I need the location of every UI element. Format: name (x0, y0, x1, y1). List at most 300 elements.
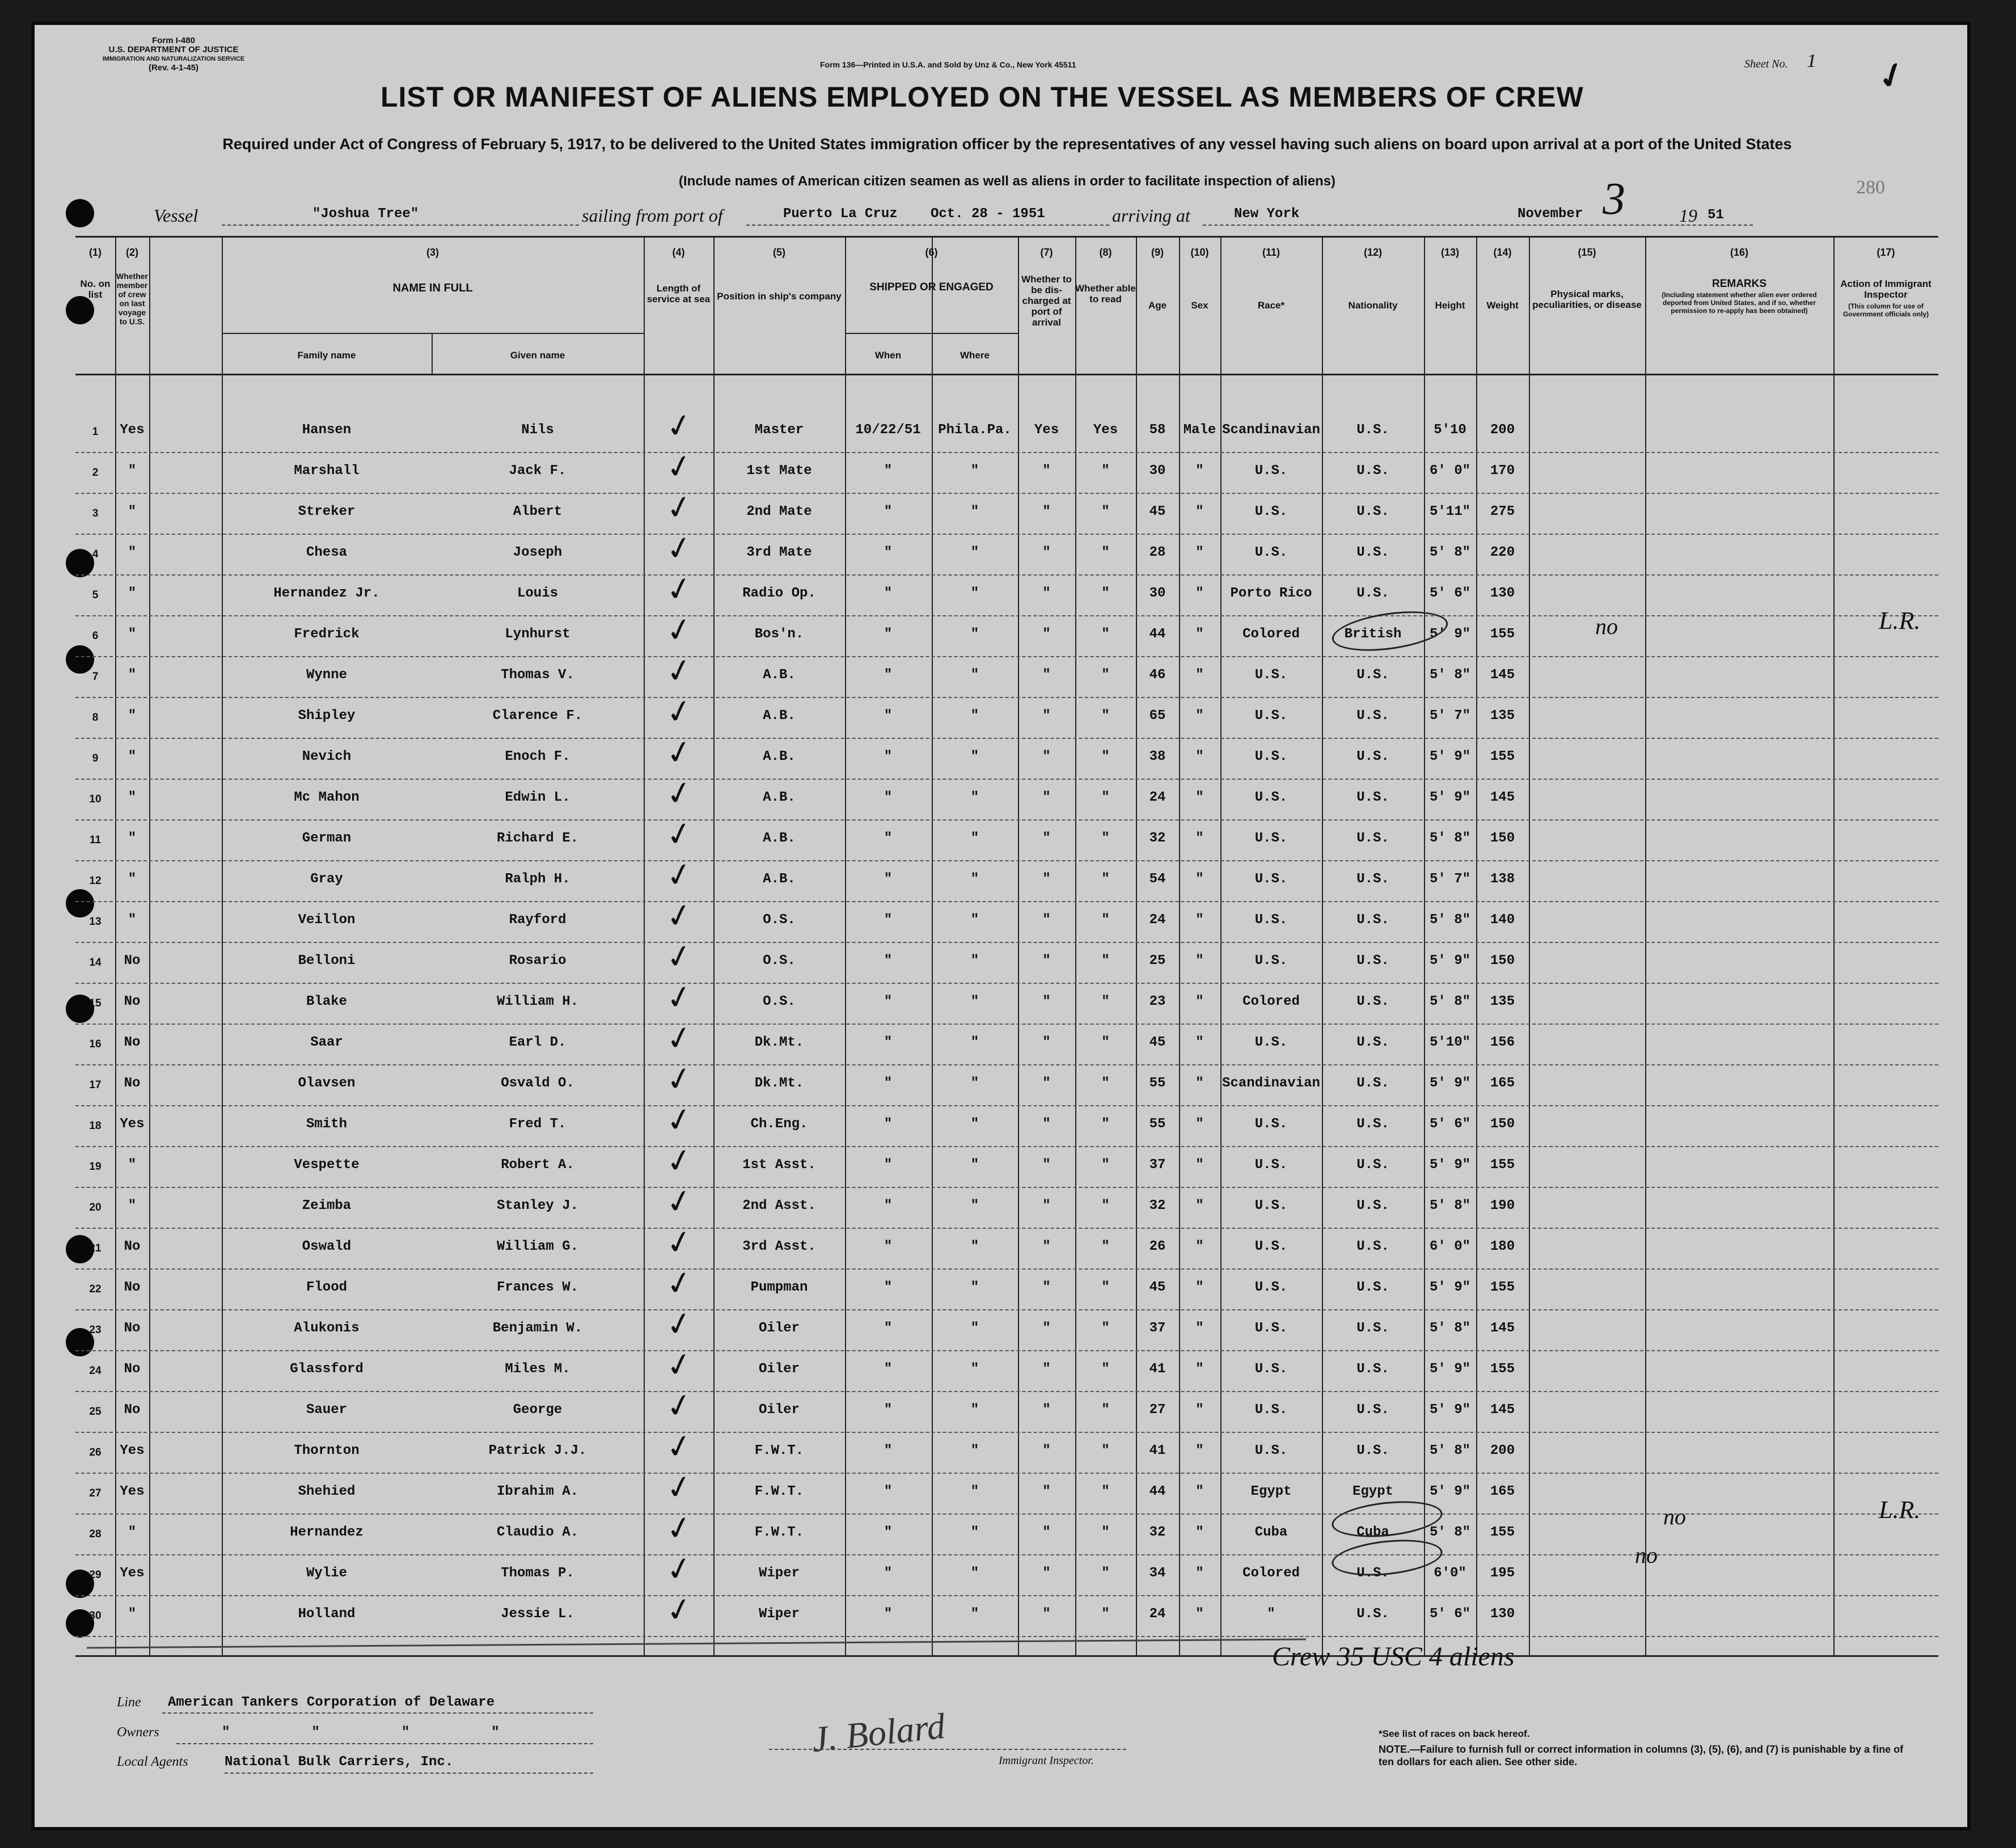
family-name-cell: Sauer (306, 1402, 347, 1418)
able-to-read-cell: " (1101, 1157, 1110, 1173)
able-to-read-cell: " (1101, 667, 1110, 683)
weight-cell: 200 (1490, 1443, 1515, 1458)
shipped-where-cell: " (970, 627, 979, 642)
given-name-cell: Fred T. (509, 1117, 567, 1132)
row-27-remark: no (1663, 1504, 1686, 1529)
discharged-cell: " (1042, 1035, 1051, 1050)
able-to-read-cell: " (1101, 1198, 1110, 1213)
weight-cell: 140 (1490, 912, 1515, 928)
sex-cell: Male (1183, 422, 1216, 438)
able-to-read-cell: " (1101, 627, 1110, 642)
row-28-remark: no (1635, 1542, 1658, 1568)
nationality-cell: U.S. (1356, 872, 1389, 887)
table-row (75, 1017, 1938, 1065)
race-cell: Porto Rico (1230, 586, 1312, 601)
service-checkmark-icon: ✓ (662, 1548, 696, 1591)
age-cell: 44 (1149, 627, 1166, 642)
last-voyage-cell: No (124, 1076, 141, 1091)
form-subtitle: Required under Act of Congress of February 5, 1917, to be delivered to the United States immigration officer by the representatives of any vessel having such aliens on board upon arrival at a port of the United States (222, 136, 1792, 153)
height-cell: 5' 6" (1429, 586, 1470, 601)
able-to-read-cell: " (1101, 872, 1110, 887)
col-num-16: (16) (1730, 247, 1748, 258)
height-cell: 5' 7" (1429, 872, 1470, 887)
departure-port: Puerto La Cruz (783, 206, 898, 222)
able-to-read-cell: " (1101, 1525, 1110, 1540)
table-row (75, 446, 1938, 494)
shipped-where-cell: " (970, 1117, 979, 1132)
age-cell: 54 (1149, 872, 1166, 887)
form-number: Form I-480 (152, 36, 195, 45)
shipped-where-cell: " (970, 1484, 979, 1499)
shipped-where-cell: " (970, 1035, 979, 1050)
row-number-cell: 7 (92, 671, 99, 683)
height-cell: 5' 9" (1429, 1402, 1470, 1418)
discharged-cell: " (1042, 586, 1051, 601)
given-name-cell: Osvald O. (501, 1076, 574, 1091)
weight-cell: 190 (1490, 1198, 1515, 1213)
discharged-cell: " (1042, 1484, 1051, 1499)
sheet-label: Sheet No. (1744, 58, 1788, 70)
last-voyage-cell: Yes (120, 1117, 145, 1132)
position-cell: Bos'n. (754, 627, 804, 642)
able-to-read-cell: " (1101, 1280, 1110, 1295)
race-cell: Egypt (1250, 1484, 1292, 1499)
header-position: Position in ship's company (717, 291, 842, 302)
sex-cell: " (1195, 1035, 1204, 1050)
position-cell: Pumpman (750, 1280, 808, 1295)
col-num-6: (6) (925, 247, 938, 258)
family-name-cell: Shipley (298, 708, 356, 724)
sex-cell: " (1195, 831, 1204, 846)
nationality-cell: U.S. (1356, 586, 1389, 601)
family-name-cell: Blake (306, 994, 347, 1009)
shipped-when-cell: " (884, 708, 893, 724)
last-voyage-cell: No (124, 994, 141, 1009)
weight-cell: 145 (1490, 667, 1515, 683)
height-cell: 5' 7" (1429, 708, 1470, 724)
row-number-cell: 11 (89, 834, 102, 846)
last-voyage-cell: Yes (120, 1443, 145, 1458)
sex-cell: " (1195, 749, 1204, 764)
owners-label: Owners (117, 1725, 159, 1740)
header-last-voyage: Whether member of crew on last voyage to U.S. (116, 272, 148, 326)
service-checkmark-icon: ✓ (662, 1466, 696, 1509)
sex-cell: " (1195, 1443, 1204, 1458)
shipped-when-cell: " (884, 1566, 893, 1581)
row-number-cell: 19 (89, 1161, 102, 1173)
age-cell: 26 (1149, 1239, 1166, 1254)
header-sex: Sex (1191, 300, 1208, 311)
given-name-cell: Ibrahim A. (496, 1484, 579, 1499)
last-voyage-cell: " (128, 872, 137, 887)
position-cell: Oiler (758, 1361, 800, 1377)
service-checkmark-icon: ✓ (662, 731, 696, 774)
discharged-cell: " (1042, 953, 1051, 969)
family-name-cell: Flood (306, 1280, 347, 1295)
service-checkmark-icon: ✓ (662, 405, 696, 447)
line-company: American Tankers Corporation of Delaware (168, 1695, 495, 1710)
age-cell: 55 (1149, 1117, 1166, 1132)
weight-cell: 145 (1490, 1321, 1515, 1336)
family-name-cell: Hernandez (290, 1525, 364, 1540)
weight-cell: 135 (1490, 994, 1515, 1009)
height-cell: 5' 9" (1429, 790, 1470, 805)
col-num-11: (11) (1262, 247, 1280, 258)
weight-cell: 165 (1490, 1484, 1515, 1499)
shipped-when-cell: " (884, 1198, 893, 1213)
position-cell: Oiler (758, 1402, 800, 1418)
shipped-when-cell: " (884, 749, 893, 764)
height-cell: 5' 9" (1429, 953, 1470, 969)
service-checkmark-icon: ✓ (662, 691, 696, 733)
height-cell: 6'0" (1434, 1566, 1466, 1581)
shipped-where-cell: " (970, 586, 979, 601)
given-name-cell: Frances W. (496, 1280, 579, 1295)
given-name-cell: William H. (496, 994, 579, 1009)
race-cell: U.S. (1254, 790, 1288, 805)
discharged-cell: " (1042, 1606, 1051, 1622)
nationality-cell: U.S. (1356, 1035, 1389, 1050)
header-age: Age (1148, 300, 1167, 311)
race-cell: U.S. (1254, 1035, 1288, 1050)
discharged-cell: " (1042, 1198, 1051, 1213)
family-name-cell: Hansen (302, 422, 352, 438)
discharged-cell: " (1042, 1525, 1051, 1540)
able-to-read-cell: " (1101, 953, 1110, 969)
vessel-label: Vessel (154, 205, 198, 226)
race-cell: U.S. (1254, 1198, 1288, 1213)
weight-cell: 200 (1490, 422, 1515, 438)
given-name-cell: Earl D. (509, 1035, 567, 1050)
shipped-when-cell: " (884, 831, 893, 846)
nationality-cell: U.S. (1356, 749, 1389, 764)
table-row (75, 609, 1938, 657)
table-row (75, 568, 1938, 616)
shipped-where-cell: " (970, 872, 979, 887)
discharged-cell: " (1042, 1117, 1051, 1132)
service-checkmark-icon: ✓ (662, 609, 696, 652)
local-agents-value: National Bulk Carriers, Inc. (225, 1754, 454, 1770)
sheet-number: 1 (1807, 50, 1816, 71)
position-cell: Oiler (758, 1321, 800, 1336)
service-checkmark-icon: ✓ (662, 1303, 696, 1346)
weight-cell: 138 (1490, 872, 1515, 887)
discharged-cell: " (1042, 1443, 1051, 1458)
header-where: Where (960, 350, 990, 361)
last-voyage-cell: Yes (120, 1566, 145, 1581)
nationality-cell: Cuba (1356, 1525, 1389, 1540)
sex-cell: " (1195, 1606, 1204, 1622)
given-name-cell: Edwin L. (505, 790, 570, 805)
table-row (75, 405, 1938, 453)
given-name-cell: George (513, 1402, 563, 1418)
position-cell: Ch.Eng. (750, 1117, 808, 1132)
shipped-where-cell: Phila.Pa. (938, 422, 1012, 438)
height-cell: 5' 9" (1429, 1361, 1470, 1377)
given-name-cell: Patrick J.J. (488, 1443, 587, 1458)
header-action: Action of Immigrant Inspector (1840, 278, 1932, 300)
given-name-cell: Jessie L. (501, 1606, 574, 1622)
col-num-4: (4) (672, 247, 685, 258)
service-checkmark-icon: ✓ (662, 936, 696, 978)
shipped-when-cell: " (884, 1606, 893, 1622)
family-name-cell: Zeimba (302, 1198, 352, 1213)
last-voyage-cell: " (128, 1525, 137, 1540)
shipped-when-cell: " (884, 953, 893, 969)
table-row (75, 1385, 1938, 1433)
last-voyage-cell: " (128, 463, 137, 479)
races-note: *See list of races on back hereof. (1379, 1728, 1530, 1739)
shipped-when-cell: " (884, 627, 893, 642)
weight-cell: 220 (1490, 545, 1515, 560)
family-name-cell: German (302, 831, 352, 846)
discharged-cell: " (1042, 667, 1051, 683)
col-num-13: (13) (1440, 247, 1459, 258)
sex-cell: " (1195, 1402, 1204, 1418)
family-name-cell: Holland (298, 1606, 356, 1622)
shipped-when-cell: " (884, 586, 893, 601)
nationality-cell: U.S. (1356, 1198, 1389, 1213)
nationality-cell: British (1344, 627, 1402, 642)
weight-cell: 155 (1490, 1361, 1515, 1377)
family-name-cell: Nevich (302, 749, 352, 764)
sex-cell: " (1195, 1361, 1204, 1377)
last-voyage-cell: " (128, 912, 137, 928)
race-cell: Colored (1242, 994, 1300, 1009)
header-when: When (874, 350, 902, 361)
service-checkmark-icon: ✓ (662, 1221, 696, 1264)
weight-cell: 180 (1490, 1239, 1515, 1254)
discharged-cell: " (1042, 1280, 1051, 1295)
col-num-17: (17) (1876, 247, 1895, 258)
weight-cell: 155 (1490, 627, 1515, 642)
family-name-cell: Olavsen (298, 1076, 356, 1091)
header-remarks: REMARKS (1711, 278, 1767, 290)
printer-line: Form 136—Printed in U.S.A. and Sold by Unz & Co., New York 45511 (820, 60, 1076, 69)
height-cell: 6' 0" (1429, 463, 1470, 479)
weight-cell: 155 (1490, 1280, 1515, 1295)
table-row (75, 976, 1938, 1025)
age-cell: 25 (1149, 953, 1166, 969)
nationality-cell: U.S. (1356, 1076, 1389, 1091)
age-cell: 24 (1149, 912, 1166, 928)
height-cell: 5' 9" (1429, 1157, 1470, 1173)
height-cell: 5' 8" (1429, 1443, 1470, 1458)
able-to-read-cell: Yes (1093, 422, 1118, 438)
discharged-cell: " (1042, 994, 1051, 1009)
given-name-cell: Rayford (509, 912, 567, 928)
height-cell: 5' 8" (1429, 994, 1470, 1009)
given-name-cell: Thomas V. (501, 667, 574, 683)
discharged-cell: " (1042, 1361, 1051, 1377)
weight-cell: 150 (1490, 831, 1515, 846)
last-voyage-cell: No (124, 1280, 141, 1295)
row-number-cell: 13 (89, 916, 102, 928)
position-cell: F.W.T. (754, 1443, 804, 1458)
punch-hole (66, 199, 94, 227)
race-cell: Scandinavian (1222, 422, 1320, 438)
sex-cell: " (1195, 1280, 1204, 1295)
shipped-when-cell: " (884, 1484, 893, 1499)
family-name-cell: Wynne (306, 667, 347, 683)
race-cell: U.S. (1254, 912, 1288, 928)
shipped-where-cell: " (970, 463, 979, 479)
last-voyage-cell: " (128, 1157, 137, 1173)
given-name-cell: Ralph H. (505, 872, 570, 887)
able-to-read-cell: " (1101, 504, 1110, 519)
shipped-where-cell: " (970, 953, 979, 969)
nationality-cell: U.S. (1356, 1157, 1389, 1173)
header-discharged: Whether to be dis-charged at port of arrival (1021, 274, 1072, 328)
position-cell: Wiper (758, 1566, 800, 1581)
department: U.S. DEPARTMENT OF JUSTICE (108, 45, 239, 54)
able-to-read-cell: " (1101, 1321, 1110, 1336)
table-row (75, 895, 1938, 943)
header-nationality: Nationality (1348, 300, 1398, 311)
table-row (75, 691, 1938, 739)
last-voyage-cell: " (128, 749, 137, 764)
height-cell: 5' 8" (1429, 545, 1470, 560)
shipped-where-cell: " (970, 1443, 979, 1458)
nationality-cell: U.S. (1356, 953, 1389, 969)
age-cell: 45 (1149, 504, 1166, 519)
nationality-cell: U.S. (1356, 1361, 1389, 1377)
shipped-where-cell: " (970, 1361, 979, 1377)
table-row (75, 650, 1938, 698)
col-num-7: (7) (1040, 247, 1053, 258)
family-name-cell: Gray (310, 872, 343, 887)
age-cell: 37 (1149, 1157, 1166, 1173)
position-cell: F.W.T. (754, 1525, 804, 1540)
discharged-cell: " (1042, 1239, 1051, 1254)
family-name-cell: Hernandez Jr. (273, 586, 380, 601)
shipped-when-cell: " (884, 545, 893, 560)
position-cell: O.S. (763, 994, 796, 1009)
age-cell: 45 (1149, 1035, 1166, 1050)
given-name-cell: Clarence F. (492, 708, 583, 724)
table-row (75, 1140, 1938, 1188)
height-cell: 6' 0" (1429, 1239, 1470, 1254)
sex-cell: " (1195, 667, 1204, 683)
arriving-label: arriving at (1112, 205, 1190, 226)
nationality-cell: U.S. (1356, 463, 1389, 479)
height-cell: 5'10 (1434, 422, 1466, 438)
able-to-read-cell: " (1101, 1035, 1110, 1050)
race-cell: U.S. (1254, 545, 1288, 560)
age-cell: 30 (1149, 586, 1166, 601)
row-number-cell: 28 (89, 1528, 102, 1540)
race-cell: U.S. (1254, 1239, 1288, 1254)
table-row (75, 1221, 1938, 1270)
col-num-15: (15) (1578, 247, 1596, 258)
given-name-cell: Claudio A. (496, 1525, 579, 1540)
row-number-cell: 18 (89, 1120, 102, 1132)
able-to-read-cell: " (1101, 749, 1110, 764)
shipped-where-cell: " (970, 545, 979, 560)
shipped-where-cell: " (970, 1321, 979, 1336)
service-checkmark-icon: ✓ (662, 895, 696, 937)
last-voyage-cell: No (124, 1402, 141, 1418)
given-name-cell: Lynhurst (505, 627, 570, 642)
service-checkmark-icon: ✓ (662, 1385, 696, 1427)
weight-cell: 145 (1490, 790, 1515, 805)
shipped-when-cell: " (884, 790, 893, 805)
able-to-read-cell: " (1101, 586, 1110, 601)
weight-cell: 130 (1490, 586, 1515, 601)
shipped-where-cell: " (970, 504, 979, 519)
age-cell: 34 (1149, 1566, 1166, 1581)
shipped-where-cell: " (970, 667, 979, 683)
family-name-cell: Shehied (298, 1484, 356, 1499)
able-to-read-cell: " (1101, 831, 1110, 846)
weight-cell: 155 (1490, 1525, 1515, 1540)
arrival-year: 51 (1708, 208, 1724, 223)
height-cell: 5' 9" (1429, 1280, 1470, 1295)
height-cell: 5' 8" (1429, 1198, 1470, 1213)
position-cell: A.B. (763, 667, 796, 683)
nationality-cell: U.S. (1356, 1280, 1389, 1295)
able-to-read-cell: " (1101, 1443, 1110, 1458)
given-name-cell: Albert (513, 504, 563, 519)
row-number-cell: 24 (89, 1365, 102, 1377)
weight-cell: 145 (1490, 1402, 1515, 1418)
weight-cell: 156 (1490, 1035, 1515, 1050)
col-num-14: (14) (1493, 247, 1512, 258)
table-row (75, 527, 1938, 576)
given-name-cell: Robert A. (501, 1157, 574, 1173)
age-cell: 32 (1149, 1198, 1166, 1213)
last-voyage-cell: No (124, 1321, 141, 1336)
sex-cell: " (1195, 1566, 1204, 1581)
weight-cell: 275 (1490, 504, 1515, 519)
family-name-cell: Mc Mahon (294, 790, 360, 805)
weight-cell: 150 (1490, 953, 1515, 969)
height-cell: 5'11" (1429, 504, 1470, 519)
discharged-cell: Yes (1034, 422, 1059, 438)
sex-cell: " (1195, 872, 1204, 887)
family-name-cell: Thornton (294, 1443, 360, 1458)
shipped-where-cell: " (970, 708, 979, 724)
discharged-cell: " (1042, 545, 1051, 560)
row-number-cell: 16 (89, 1038, 102, 1050)
age-cell: 44 (1149, 1484, 1166, 1499)
header-shipped-or-engaged: SHIPPED OR ENGAGED (869, 281, 994, 293)
family-name-cell: Glassford (290, 1361, 364, 1377)
age-cell: 38 (1149, 749, 1166, 764)
able-to-read-cell: " (1101, 545, 1110, 560)
closing-line (87, 1638, 1306, 1648)
col-num-9: (9) (1151, 247, 1164, 258)
age-cell: 37 (1149, 1321, 1166, 1336)
race-cell: U.S. (1254, 1321, 1288, 1336)
age-cell: 27 (1149, 1402, 1166, 1418)
service-checkmark-icon: ✓ (662, 1507, 696, 1550)
nationality-cell: U.S. (1356, 1402, 1389, 1418)
sex-cell: " (1195, 1076, 1204, 1091)
position-cell: Radio Op. (742, 586, 816, 601)
position-cell: A.B. (763, 790, 796, 805)
nationality-cell: U.S. (1356, 1321, 1389, 1336)
able-to-read-cell: " (1101, 463, 1110, 479)
able-to-read-cell: " (1101, 1606, 1110, 1622)
shipped-when-cell: " (884, 1443, 893, 1458)
shipped-where-cell: " (970, 1157, 979, 1173)
row-number-cell: 30 (89, 1610, 102, 1622)
shipped-when-cell: " (884, 504, 893, 519)
given-name-cell: Benjamin W. (492, 1321, 583, 1336)
discharged-cell: " (1042, 749, 1051, 764)
age-cell: 24 (1149, 790, 1166, 805)
